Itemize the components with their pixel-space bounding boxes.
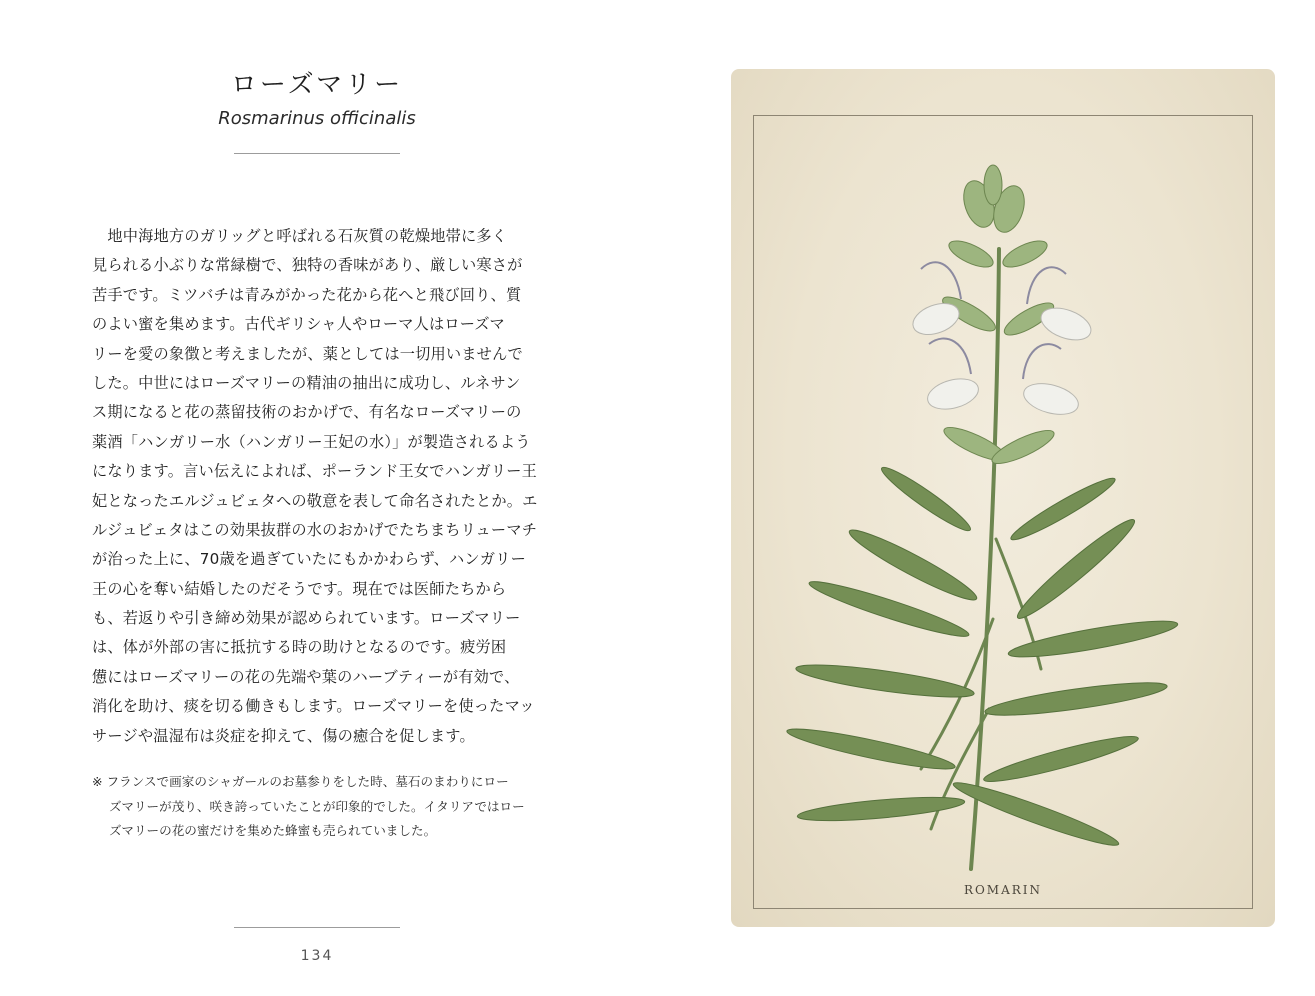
- rosemary-illustration: [731, 69, 1275, 927]
- body-line: も、若返りや引き締め効果が認められています。ローズマリー: [92, 609, 521, 628]
- body-line: 消化を助け、痰を切る働きもします。ローズマリーを使ったマッ: [92, 697, 535, 716]
- footnote-line: ズマリーの花の蜜だけを集めた蜂蜜も売られていました。: [109, 823, 437, 838]
- body-line: ス期になると花の蒸留技術のおかげで、有名なローズマリーの: [92, 403, 522, 422]
- body-text: [92, 222, 562, 751]
- body-line: した。中世にはローズマリーの精油の抽出に成功し、ルネサン: [92, 373, 521, 392]
- body-line: リーを愛の象徴と考えましたが、薬としては一切用いませんで: [92, 344, 523, 363]
- footnote: [92, 770, 562, 844]
- plate-caption: ROMARIN: [963, 883, 1043, 897]
- body-line: 見られる小ぶりな常緑樹で、独特の香味があり、厳しい寒さが: [92, 256, 523, 275]
- page-number: 134: [300, 948, 334, 964]
- body-line: は、体が外部の害に抵抗する時の助けとなるのです。疲労困: [92, 638, 507, 657]
- body-line: 地中海地方のガリッグと呼ばれる石灰質の乾燥地帯に多く: [92, 227, 508, 245]
- footnote-line: ズマリーが茂り、咲き誇っていたことが印象的でした。イタリアではロー: [109, 798, 525, 814]
- page-title: ローズマリー: [230, 70, 404, 100]
- body-line: ルジュビェタはこの効果抜群の水のおかげでたちまちリューマチ: [92, 520, 538, 539]
- footer-divider: [234, 927, 400, 928]
- body-line: 王の心を奪い結婚したのだそうです。現在では医師たちから: [92, 579, 507, 598]
- body-line: のよい蜜を集めます。古代ギリシャ人やローマ人はローズマ: [92, 315, 505, 334]
- footnote-line: ※ フランスで画家のシャガールのお墓参りをした時、墓石のまわりにロー: [92, 774, 509, 789]
- body-line: 妃となったエルジュビェタへの敬意を表して命名されたとか。エ: [92, 491, 538, 510]
- body-line: サージや温湿布は炎症を抑えて、傷の癒合を促します。: [92, 726, 475, 745]
- botanical-plate: [731, 69, 1275, 927]
- left-page: [0, 0, 640, 996]
- body-line: 憊にはローズマリーの花の先端や葉のハーブティーが有効で、: [92, 667, 520, 686]
- latin-name: Rosmarinus officinalis: [218, 108, 416, 129]
- body-line: 薬酒「ハンガリー水（ハンガリー王妃の水）」が製造されるよう: [92, 432, 531, 451]
- body-line: になります。言い伝えによれば、ポーランド王女でハンガリー王: [92, 462, 538, 481]
- body-line: 苦手です。ミツバチは青みがかった花から花へと飛び回り、質: [92, 285, 522, 304]
- title-divider: [234, 153, 400, 154]
- body-line: が治った上に、70歳を過ぎていたにもかかわらず、ハンガリー: [92, 550, 526, 569]
